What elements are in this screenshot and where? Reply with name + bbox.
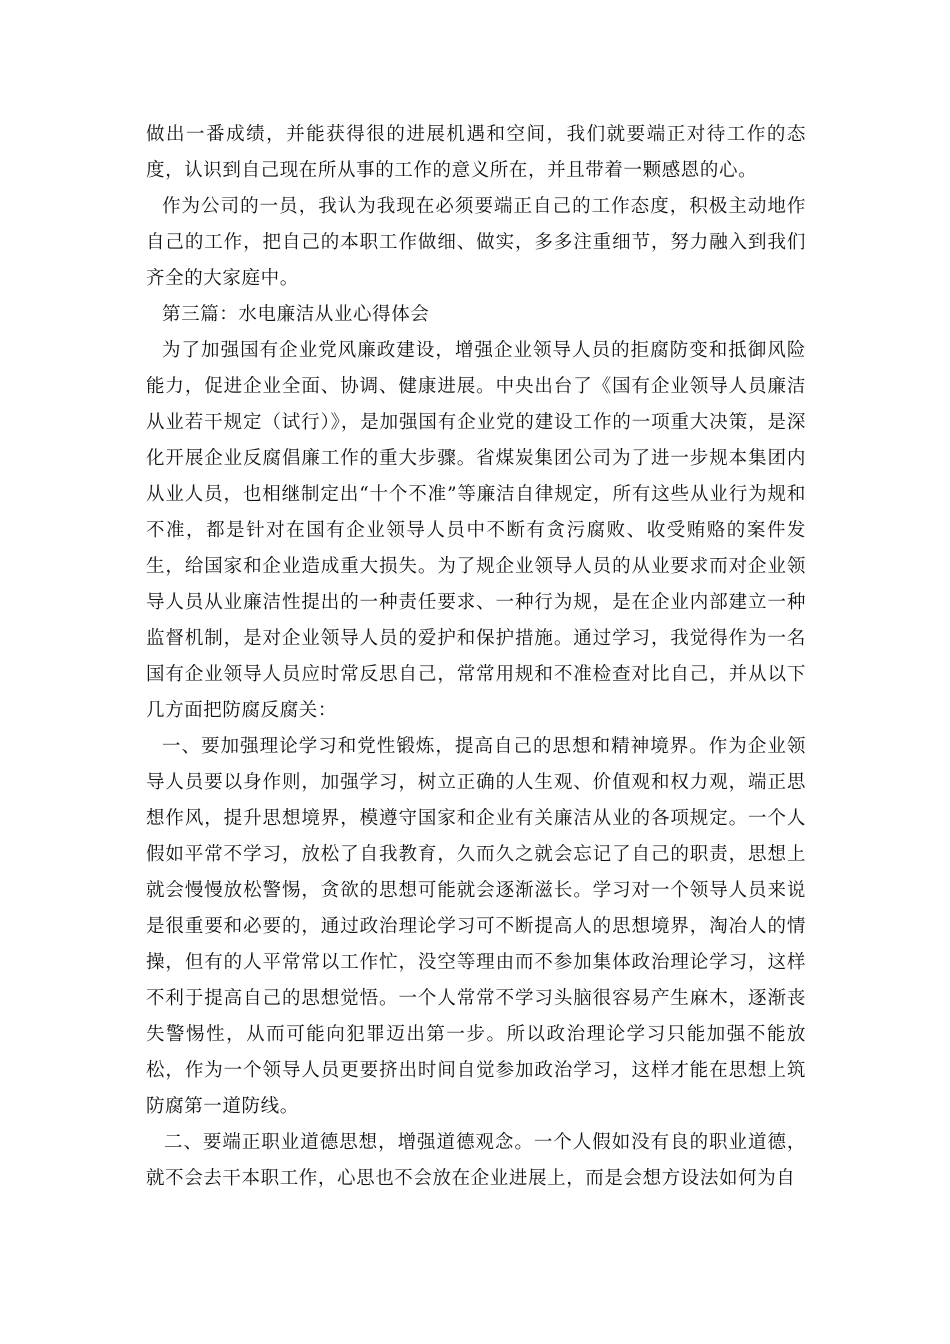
paragraph-attitude: 作为公司的一员，我认为我现在必须要端正自己的工作态度，积极主动地作自己的工作，把自己的本职工作做细、做实，多多注重细节，努力融入到我们齐全的大家庭中。 [146, 196, 806, 289]
section-heading: 第三篇：水电廉洁从业心得体会 [162, 304, 430, 325]
paragraph-point-one: 一、要加强理论学习和党性锻炼，提高自己的思想和精神境界。作为企业领导人员要以身作则，加强学习，树立正确的人生观、价值观和权力观，端正思想作风，提升思想境界，模遵守国家和企业有关廉洁从业的各项规定。一个人假如平常不学习，放松了自我教育，久而久之就会忘记了自己的职责，思想上就会慢慢放松警惕，贪欲的思想可能就会逐渐滋长。学习对一个领导人员来说是很重要和必要的，通过政治理论学习可不断提高人的思想境界，淘冶人的情操，但有的人平常常以工作忙，没空等理由而不参加集体政治理论学习，这样不利于提高自己的思想觉悟。一个人常常不学习头脑很容易产生麻木，逐渐丧失警惕性，从而可能向犯罪迈出第一步。所以政治理论学习只能加强不能放松，作为一个领导人员更要挤出时间自觉参加政治学习，这样才能在思想上筑防腐第一道防线。 [146, 736, 806, 1117]
paragraph-point-two: 二、要端正职业道德思想，增强道德观念。一个人假如没有良的职业道德，就不会去干本职工作，心思也不会放在企业进展上，而是会想方设法如何为自 [146, 1132, 806, 1189]
paragraph-continuation: 做出一番成绩，并能获得很的进展机遇和空间，我们就要端正对待工作的态度，认识到自己现在所从事的工作的意义所在，并且带着一颗感恩的心。 [146, 124, 806, 181]
paragraph-intro: 为了加强国有企业党风廉政建设，增强企业领导人员的拒腐防变和抵御风险能力，促进企业全面、协调、健康进展。中央出台了《国有企业领导人员廉洁从业若干规定（试行）》，是加强国有企业党的建设工作的一项重大决策，是深化开展企业反腐倡廉工作的重大步骤。省煤炭集团公司为了进一步规本集团内从业人员，也相继制定出“十个不准”等廉洁自律规定，所有这些从业行为规和不准，都是针对在国有企业领导人员中不断有贪污腐败、收受贿赂的案件发生，给国家和企业造成重大损失。为了规企业领导人员的从业要求而对企业领导人员从业廉洁性提出的一种责任要求、一种行为规，是在企业内部建立一种监督机制，是对企业领导人员的爱护和保护措施。通过学习，我觉得作为一名国有企业领导人员应时常反思自己，常常用规和不准检查对比自己，并从以下几方面把防腐反腐关： [146, 340, 806, 721]
document-body [146, 117, 806, 1197]
